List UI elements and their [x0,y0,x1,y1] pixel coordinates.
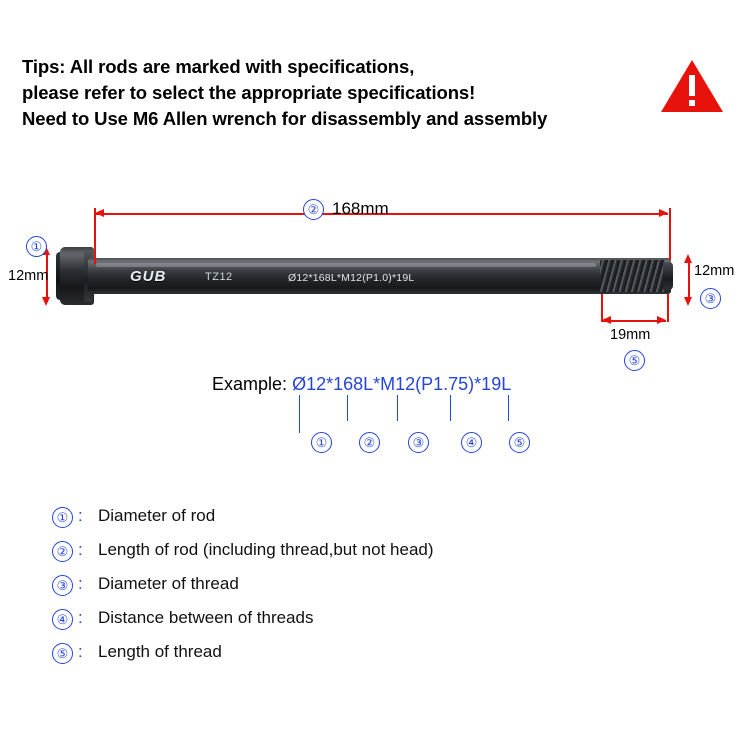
legend-item [52,573,652,607]
brand-model: TZ12 [205,271,233,283]
rod-diameter-value: 12mm [8,268,49,284]
total-length-arrow-right [659,209,668,217]
legend-marker-1: ① [52,507,73,528]
example-tick-4 [450,395,451,421]
thread-length-arrow-right [657,316,666,324]
example-tick-2 [347,395,348,421]
example-leader-1 [299,421,323,433]
legend-item [52,641,652,675]
legend-text-2: Length of rod (including thread,but not head) [98,540,434,559]
legend-text-1: Diameter of rod [98,506,216,525]
legend-marker-4: ④ [52,609,73,630]
legend-text-3: Diameter of thread [98,574,239,593]
axle-tip [663,262,673,290]
marker-5-thread-length: ⑤ [624,350,645,371]
thread-length-arrow-left [602,316,611,324]
legend-item [52,505,652,539]
marker-3-thread-diameter: ③ [700,288,721,309]
thread-diameter-value: 12mm [694,263,735,279]
warning-triangle-icon [660,58,724,114]
tips-line-2: please refer to select the appropriate specifications! [22,82,476,103]
marker-2-total-length: ② [303,199,324,220]
example-tick-1 [299,395,300,421]
example-tick-3 [397,395,398,421]
total-length-arrow-left [95,209,104,217]
thread-diameter-arrow-up [684,254,692,263]
printed-spec-label: Ø12*168L*M12(P1.0)*19L [288,272,415,284]
tips-block [22,54,682,132]
legend-list [52,505,652,675]
example-marker-2: ② [359,432,380,453]
legend-separator-1: : [78,506,83,525]
marker-1-rod-diameter: ① [26,236,47,257]
axle-thread-section [600,260,665,292]
legend-marker-2: ② [52,541,73,562]
legend-item [52,539,652,573]
example-tick-5 [508,395,509,421]
tips-line-1: Tips: All rods are marked with specifications, [22,56,415,77]
legend-separator-3: : [78,574,83,593]
legend-separator-2: : [78,540,83,559]
total-length-right-extension [669,208,671,260]
brand-logo: GUB [130,268,167,285]
example-label: Example: [212,374,288,394]
legend-text-5: Length of thread [98,642,222,661]
example-marker-5: ⑤ [509,432,530,453]
legend-separator-4: : [78,608,83,627]
total-length-value: 168mm [332,199,389,218]
axle-highlight [96,263,596,267]
bottom-strip [0,722,750,751]
example-marker-1: ① [311,432,332,453]
example-marker-3: ③ [408,432,429,453]
thread-length-value: 19mm [610,327,651,343]
example-line [212,374,511,395]
legend-marker-3: ③ [52,575,73,596]
thread-diameter-arrow-down [684,297,692,306]
tips-line-3: Need to Use M6 Allen wrench for disassembly and assembly [22,108,548,129]
legend-item [52,607,652,641]
rod-diameter-arrow-down [42,297,50,306]
thread-length-right-extension [667,294,669,322]
example-spec: Ø12*168L*M12(P1.75)*19L [292,374,512,394]
thread-diameter-dimension-line [688,258,690,302]
legend-text-4: Distance between of threads [98,608,314,627]
example-marker-4: ④ [461,432,482,453]
legend-marker-5: ⑤ [52,643,73,664]
legend-separator-5: : [78,642,83,661]
